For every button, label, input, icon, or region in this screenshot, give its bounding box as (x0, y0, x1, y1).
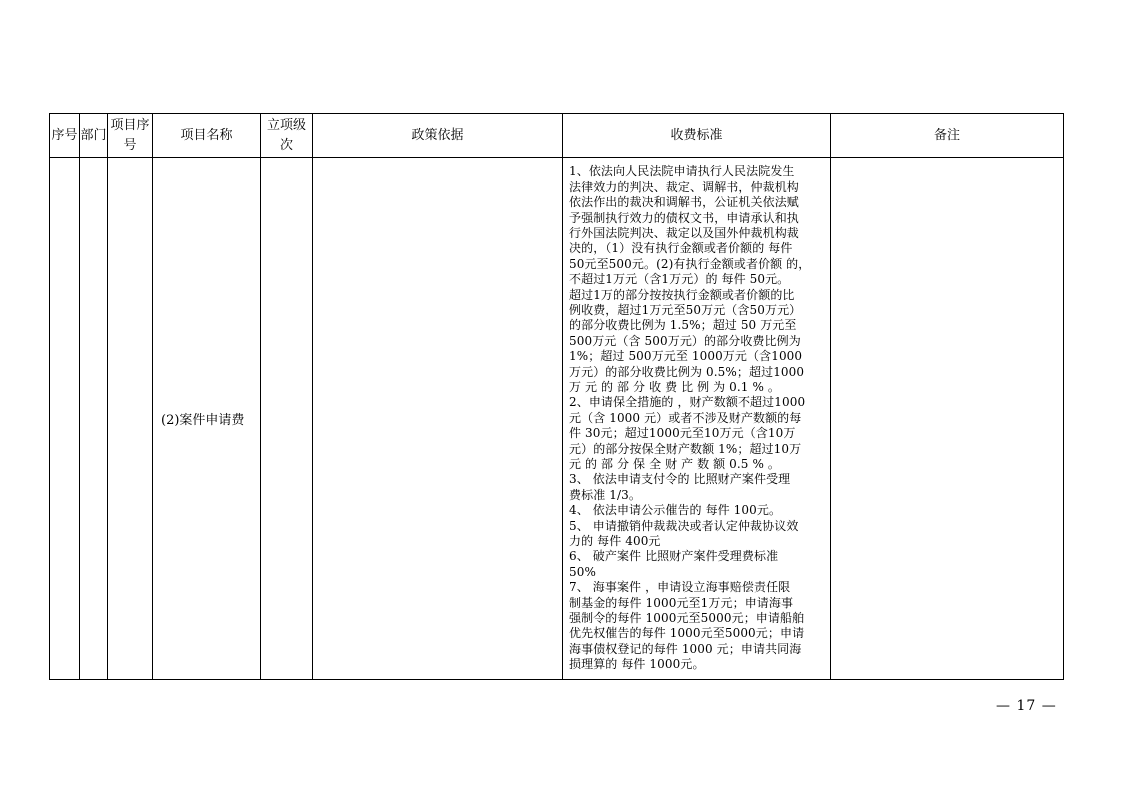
fee-standard-line: 1%；超过 500万元至 1000万元（含1000 (569, 349, 803, 364)
fee-standard-line: 例收费，超过1万元至50万元（含50万元） (569, 302, 802, 317)
fee-standard-line: 万 元 的 部 分 收 费 比 例 为 0.1 % 。 (569, 379, 780, 394)
fee-standard-line: 元（含 1000 元）或者不涉及财产数额的每 (569, 410, 802, 425)
header-row (50, 114, 1064, 158)
cell-item-name: (2)案件申请费 (153, 158, 261, 680)
fee-standard-line: 超过1万的部分按按执行金额或者价额的比 (569, 287, 795, 302)
fee-standard-line: 不超过1万元（含1万元）的 每件 50元。 (569, 272, 790, 287)
header-item-name: 项目名称 (153, 114, 261, 158)
header-dept: 部门 (80, 114, 108, 158)
fee-standard-line: 力的 每件 400元 (569, 534, 661, 549)
fee-standard-text (569, 164, 824, 672)
table-row (50, 158, 1064, 680)
fee-standard-line: 4、 依法申请公示催告的 每件 100元。 (569, 503, 782, 518)
header-policy: 政策依据 (313, 114, 563, 158)
fee-standard-line: 元）的部分按保全财产数额 1%；超过10万 (569, 441, 802, 456)
fee-standard-line: 制基金的每件 1000元至1万元；申请海事 (569, 595, 794, 610)
fee-standard-line: 行外国法院判决、裁定以及国外仲裁机构裁 (569, 225, 799, 240)
fee-standard-line: 3、 依法申请支付令的 比照财产案件受理 (569, 472, 791, 487)
fee-standard-line: 决的，（1）没有执行金额或者价额的 每件 (569, 241, 793, 256)
fee-standard-line: 万元）的部分收费比例为 0.5%；超过1000 (569, 364, 805, 379)
page-number: — 17 — (996, 698, 1057, 714)
cell-level (261, 158, 313, 680)
cell-seq (50, 158, 80, 680)
fee-standard-line: 5、 申请撤销仲裁裁决或者认定仲裁协议效 (569, 518, 799, 533)
fee-standard-line: 500万元（含 500万元）的部分收费比例为 (569, 333, 801, 348)
header-level: 立项级次 (261, 114, 313, 158)
fee-table (49, 113, 1064, 680)
fee-standard-line: 费标准 1/3。 (569, 487, 641, 502)
cell-item-seq (108, 158, 153, 680)
cell-dept (80, 158, 108, 680)
fee-standard-line: 海事债权登记的每件 1000 元；申请共同海 (569, 641, 802, 656)
header-item-seq: 项目序号 (108, 114, 153, 158)
fee-standard-line: 件 30元；超过1000元至10万元（含10万 (569, 426, 796, 441)
header-fee-standard: 收费标准 (563, 114, 831, 158)
fee-standard-line: 元 的 部 分 保 全 财 产 数 额 0.5 % 。 (569, 457, 780, 472)
cell-fee-standard (563, 158, 831, 680)
fee-standard-line: 优先权催告的每件 1000元至5000元；申请 (569, 626, 805, 641)
fee-standard-line: 50% (569, 564, 596, 579)
fee-standard-line: 的部分收费比例为 1.5%；超过 50 万元至 (569, 318, 797, 333)
fee-standard-line: 2、申请保全措施的 ，财产数额不超过1000 (569, 395, 806, 410)
fee-standard-line: 法律效力的判决、裁定、调解书，仲裁机构 (569, 179, 799, 194)
fee-standard-line: 6、 破产案件 比照财产案件受理费标准 (569, 549, 779, 564)
cell-remark (831, 158, 1064, 680)
header-remark: 备注 (831, 114, 1064, 158)
cell-policy (313, 158, 563, 680)
fee-standard-line: 予强制执行效力的债权文书，申请承认和执 (569, 210, 799, 225)
fee-standard-line: 依法作出的裁决和调解书，公证机关依法赋 (569, 195, 799, 210)
fee-standard-line: 50元至500元。(2)有执行金额或者价额 的， (569, 256, 811, 271)
fee-standard-line: 损理算的 每件 1000元。 (569, 657, 705, 672)
fee-standard-line: 7、 海事案件 ，申请设立海事赔偿责任限 (569, 580, 791, 595)
header-seq: 序号 (50, 114, 80, 158)
fee-standard-line: 强制令的每件 1000元至5000元；申请船舶 (569, 611, 805, 626)
fee-standard-line: 1、依法向人民法院申请执行人民法院发生 (569, 164, 795, 179)
